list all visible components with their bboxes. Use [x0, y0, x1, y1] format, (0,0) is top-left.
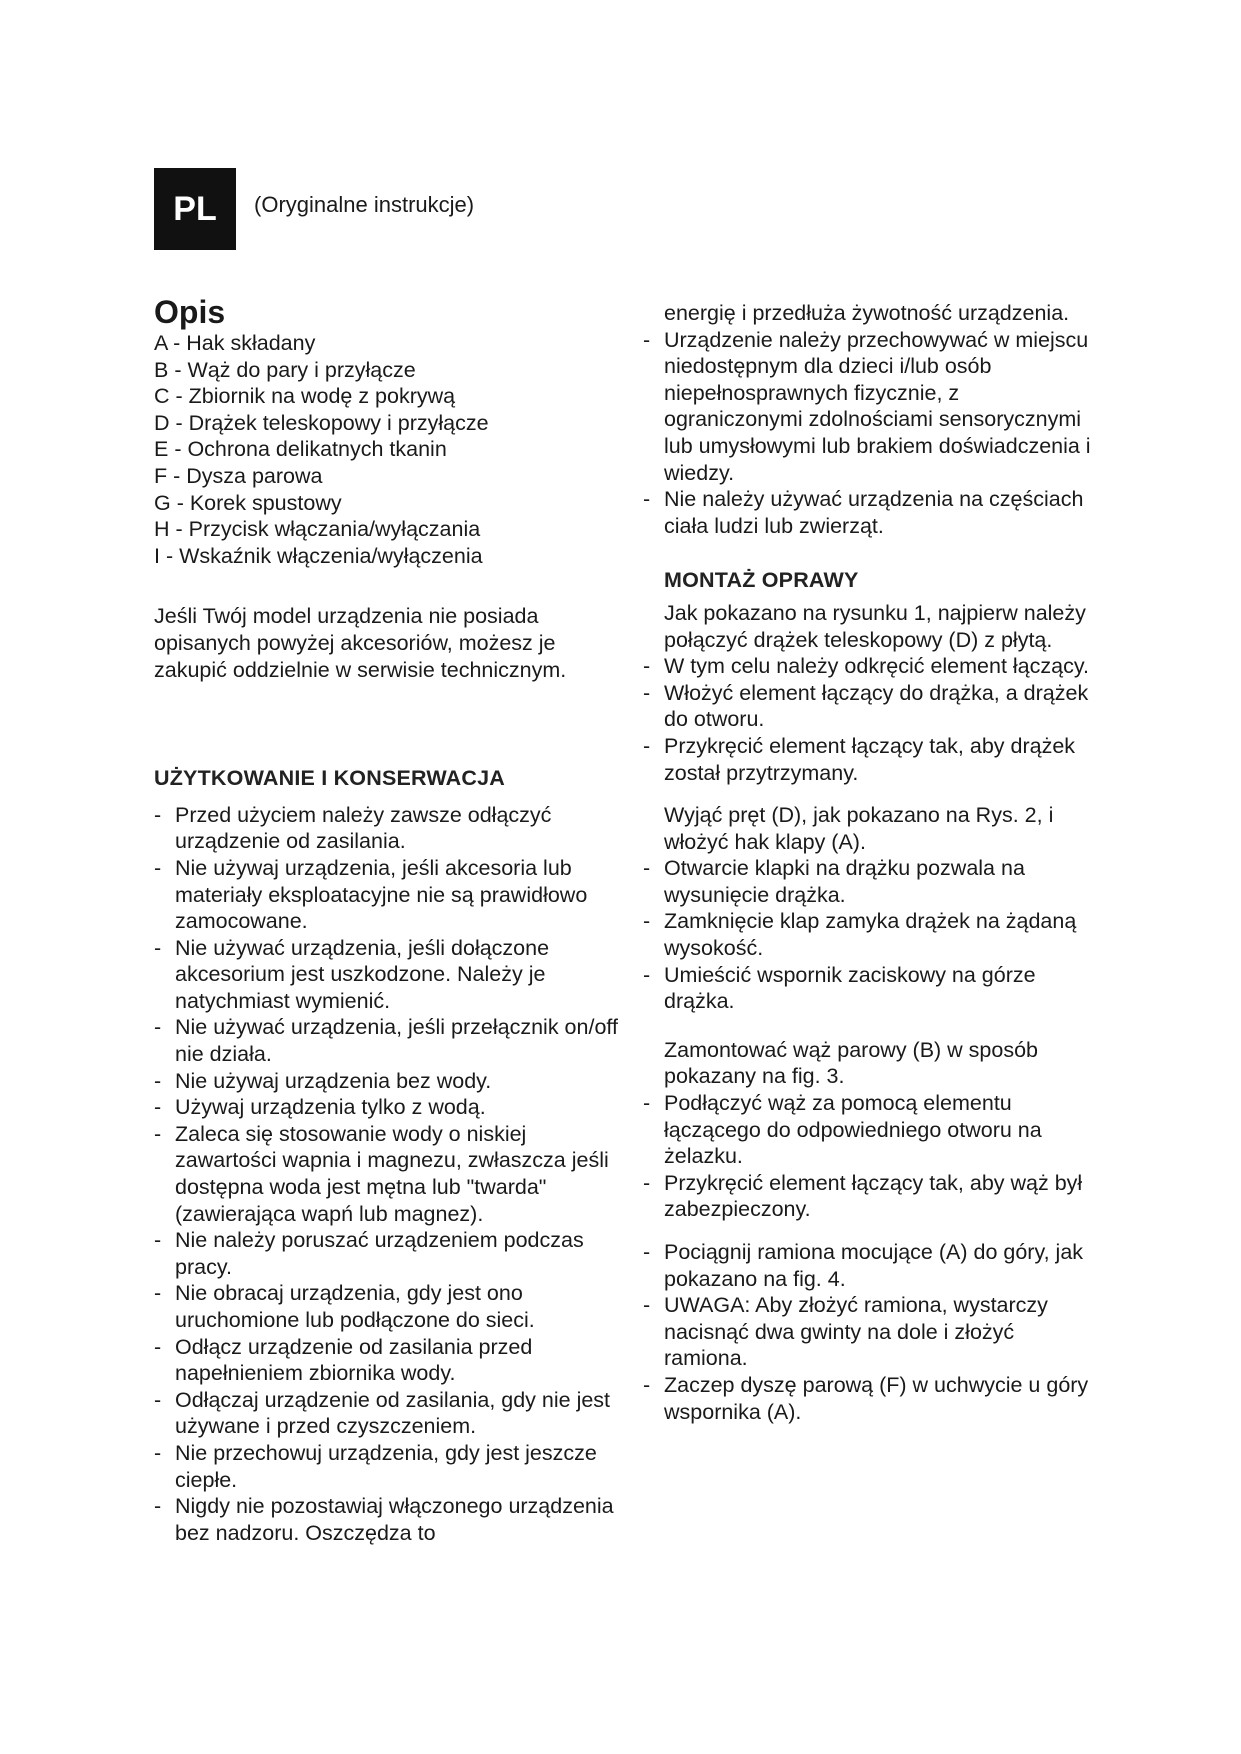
- step-list-item: - Otwarcie klapki na drążku pozwala na wysunięcie drążka.: [643, 855, 1093, 908]
- usage-continuation: energię i przedłuża żywotność urządzenia.: [664, 301, 1070, 325]
- step-list-item: - Włożyć element łączący do drążka, a drążek do otworu.: [643, 680, 1093, 733]
- step-list-item: - Zaczep dyszę parową (F) w uchwycie u góry wspornika (A).: [643, 1372, 1093, 1425]
- step4-list: [643, 1239, 1093, 1425]
- section-title-usage: UŻYTKOWANIE I KONSERWACJA: [154, 766, 506, 791]
- usage-list-item: - Urządzenie należy przechowywać w miejscu niedostępnym dla dzieci i/lub osób niepełnosprawnych fizycznie, z ograniczonymi zdolnościami sensorycznymi lub umysłowymi lub brakiem doświadczenia i wiedzy.: [643, 327, 1093, 487]
- language-badge: PL: [154, 168, 236, 250]
- step-list-item: - Pociągnij ramiona mocujące (A) do góry, jak pokazano na fig. 4.: [643, 1239, 1093, 1292]
- step2-list: [643, 855, 1093, 1015]
- usage-list-item: - Nie używaj urządzenia, jeśli akcesoria lub materiały eksploatacyjne nie są prawidłowo zamocowane.: [154, 855, 624, 935]
- section-title-montaz: MONTAŻ OPRAWY: [664, 568, 859, 593]
- usage-list-continued: [643, 327, 1093, 540]
- left-column: [154, 294, 624, 1546]
- step1-list: [643, 653, 1093, 786]
- parts-list-item: D - Drążek teleskopowy i przyłącze: [154, 410, 489, 435]
- parts-list-item: A - Hak składany: [154, 331, 316, 355]
- step3-list: [643, 1090, 1093, 1223]
- step-list-item: - Umieścić wspornik zaciskowy na górze drążka.: [643, 962, 1093, 1015]
- parts-list-item: H - Przycisk włączania/wyłączania: [154, 517, 481, 542]
- usage-list-item: - Nie używać urządzenia, jeśli przełącznik on/off nie działa.: [154, 1014, 624, 1067]
- parts-list: [154, 330, 624, 569]
- parts-list-item: E - Ochrona delikatnych tkanin: [154, 437, 447, 462]
- parts-list-item: F - Dysza parowa: [154, 463, 323, 488]
- usage-list-item: - Nigdy nie pozostawiaj włączonego urządzenia bez nadzoru. Oszczędza to: [154, 1493, 624, 1546]
- usage-list-item: - Nie obracaj urządzenia, gdy jest ono uruchomione lub podłączone do sieci.: [154, 1280, 624, 1333]
- parts-list-item: C - Zbiornik na wodę z pokrywą: [154, 384, 456, 409]
- document-subtitle: (Oryginalne instrukcje): [254, 192, 475, 217]
- usage-list-item: - Nie należy poruszać urządzeniem podczas pracy.: [154, 1227, 624, 1280]
- step-list-item: - W tym celu należy odkręcić element łączący.: [643, 653, 1093, 680]
- step-list-item: - Podłączyć wąż za pomocą elementu łączącego do odpowiedniego otworu na żelazku.: [643, 1090, 1093, 1170]
- step-list-item: - UWAGA: Aby złożyć ramiona, wystarczy nacisnąć dwa gwinty na dole i złożyć ramiona.: [643, 1292, 1093, 1372]
- usage-list-item: - Nie używaj urządzenia bez wody.: [154, 1068, 624, 1095]
- usage-list-item: - Zaleca się stosowanie wody o niskiej zawartości wapnia i magnezu, zwłaszcza jeśli dostępna woda jest mętna lub "twarda" (zawierająca wapń lub magnez).: [154, 1121, 624, 1227]
- section-title-opis: Opis: [154, 294, 226, 330]
- usage-list-item: - Odłącz urządzenie od zasilania przed napełnieniem zbiornika wody.: [154, 1334, 624, 1387]
- usage-list-item: - Nie używać urządzenia, jeśli dołączone akcesorium jest uszkodzone. Należy je natychmiast wymienić.: [154, 935, 624, 1015]
- usage-list-item: - Używaj urządzenia tylko z wodą.: [154, 1094, 624, 1121]
- parts-list-item: B - Wąż do pary i przyłącze: [154, 357, 416, 382]
- parts-list-item: G - Korek spustowy: [154, 490, 342, 515]
- step-list-item: - Zamknięcie klap zamyka drążek na żądaną wysokość.: [643, 908, 1093, 961]
- usage-list-item: - Przed użyciem należy zawsze odłączyć urządzenie od zasilania.: [154, 802, 624, 855]
- accessories-note: Jeśli Twój model urządzenia nie posiada opisanych powyżej akcesoriów, możesz je zakupić oddzielnie w serwisie technicznym.: [154, 604, 567, 682]
- step-list-item: - Przykręcić element łączący tak, aby wąż był zabezpieczony.: [643, 1170, 1093, 1223]
- usage-list-item: - Odłączaj urządzenie od zasilania, gdy nie jest używane i przed czyszczeniem.: [154, 1387, 624, 1440]
- step2-intro: Wyjąć pręt (D), jak pokazano na Rys. 2, i włożyć hak klapy (A).: [664, 803, 1054, 854]
- step3-intro: Zamontować wąż parowy (B) w sposób pokazany na fig. 3.: [664, 1037, 1039, 1089]
- usage-list: [154, 802, 624, 1547]
- usage-list-item: - Nie przechowuj urządzenia, gdy jest jeszcze ciepłe.: [154, 1440, 624, 1493]
- usage-list-item: - Nie należy używać urządzenia na częściach ciała ludzi lub zwierząt.: [643, 486, 1093, 539]
- right-column: [643, 300, 1093, 1425]
- step1-intro: Jak pokazano na rysunku 1, najpierw należy połączyć drążek teleskopowy (D) z płytą.: [664, 600, 1086, 652]
- parts-list-item: I - Wskaźnik włączenia/wyłączenia: [154, 543, 483, 568]
- step-list-item: - Przykręcić element łączący tak, aby drążek został przytrzymany.: [643, 733, 1093, 786]
